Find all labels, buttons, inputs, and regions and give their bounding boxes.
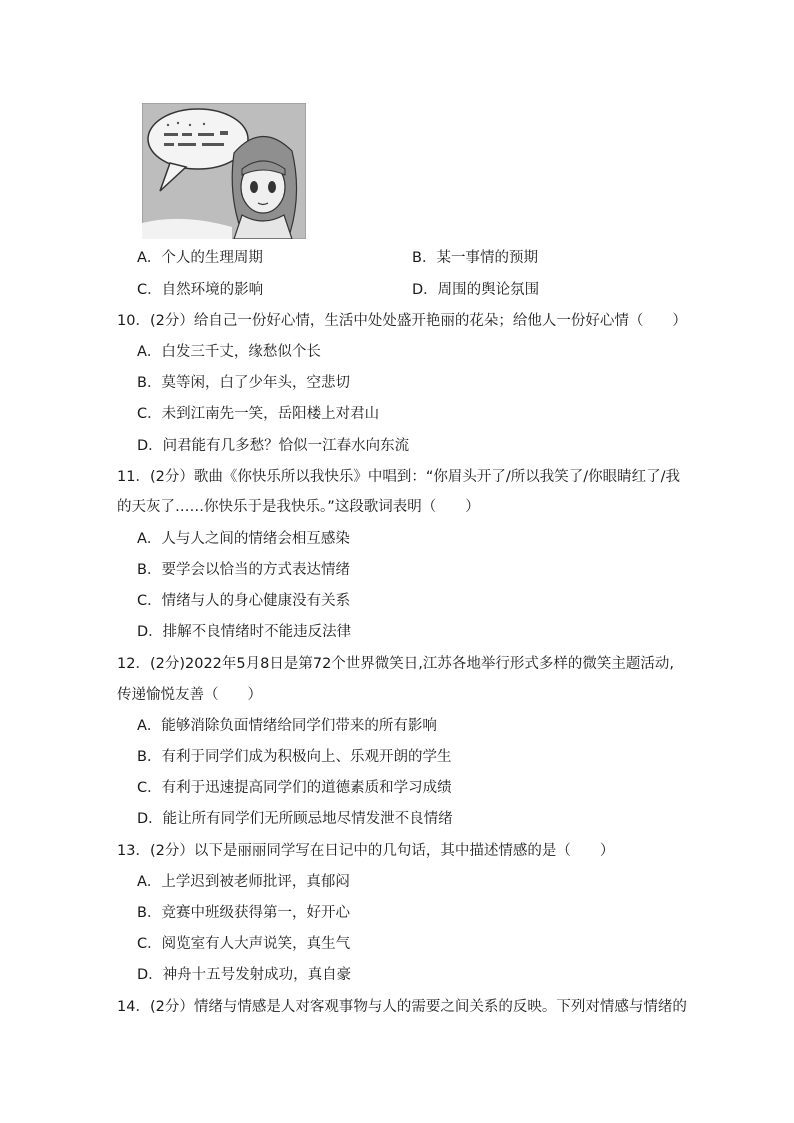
q11-option-a: A．人与人之间的情绪会相互感染: [137, 531, 350, 547]
q10-option-a: A．白发三千丈，缘愁似个长: [137, 344, 321, 360]
q12-option-a: A．能够消除负面情绪给同学们带来的所有影响: [137, 718, 437, 734]
q10-option-c: C．未到江南先一笑，岳阳楼上对君山: [137, 406, 380, 422]
cartoon-girl-illustration: [142, 103, 306, 239]
q13-option-b: B．竞赛中班级获得第一，好开心: [137, 905, 350, 921]
q9-option-b: B．某一事情的预期: [412, 250, 538, 266]
q12-option-d: D．能让所有同学们无所顾忌地尽情发泄不良情绪: [137, 811, 453, 827]
q12-option-b: B．有利于同学们成为积极向上、乐观开朗的学生: [137, 749, 452, 765]
q13-option-d: D．神舟十五号发射成功，真自豪: [137, 967, 352, 983]
q12-stem-line1: 12．(2分)2022年5月8日是第72个世界微笑日,江苏各地举行形式多样的微笑主题活动,: [117, 656, 675, 672]
q13-option-a: A．上学迟到被老师批评，真郁闷: [137, 874, 350, 890]
q11-stem-line2: 的天灰了……你快乐于是我快乐。”这段歌词表明（ ）: [117, 499, 480, 515]
q13-stem: 13．(2分）以下是丽丽同学写在日记中的几句话，其中描述情感的是（ ）: [117, 843, 615, 859]
q11-option-c: C．情绪与人的身心健康没有关系: [137, 593, 351, 609]
q11-stem-line1: 11．(2分）歌曲《你快乐所以我快乐》中唱到：“你眉头开了/所以我笑了/你眼睛红了/我: [117, 469, 680, 485]
q11-option-b: B．要学会以恰当的方式表达情绪: [137, 562, 350, 578]
q12-option-c: C．有利于迅速提高同学们的道德素质和学习成绩: [137, 780, 452, 796]
q9-option-a: A．个人的生理周期: [137, 250, 263, 266]
q10-option-b: B．莫等闲，白了少年头，空悲切: [137, 375, 350, 391]
q12-stem-line2: 传递愉悦友善（ ）: [117, 687, 262, 703]
q10-stem: 10．(2分）给自己一份好心情，生活中处处盛开艳丽的花朵；给他人一份好心情（ ）: [117, 313, 687, 329]
q9-option-d: D．周围的舆论氛围: [412, 282, 540, 298]
q14-stem: 14．(2分）情绪与情感是人对客观事物与人的需要之间关系的反映。下列对情感与情绪的: [117, 999, 687, 1015]
q11-option-d: D．排解不良情绪时不能违反法律: [137, 624, 352, 640]
q9-option-c: C．自然环境的影响: [137, 282, 264, 298]
q13-option-c: C．阅览室有人大声说笑，真生气: [137, 936, 351, 952]
q10-option-d: D．问君能有几多愁？恰似一江春水向东流: [137, 438, 410, 454]
